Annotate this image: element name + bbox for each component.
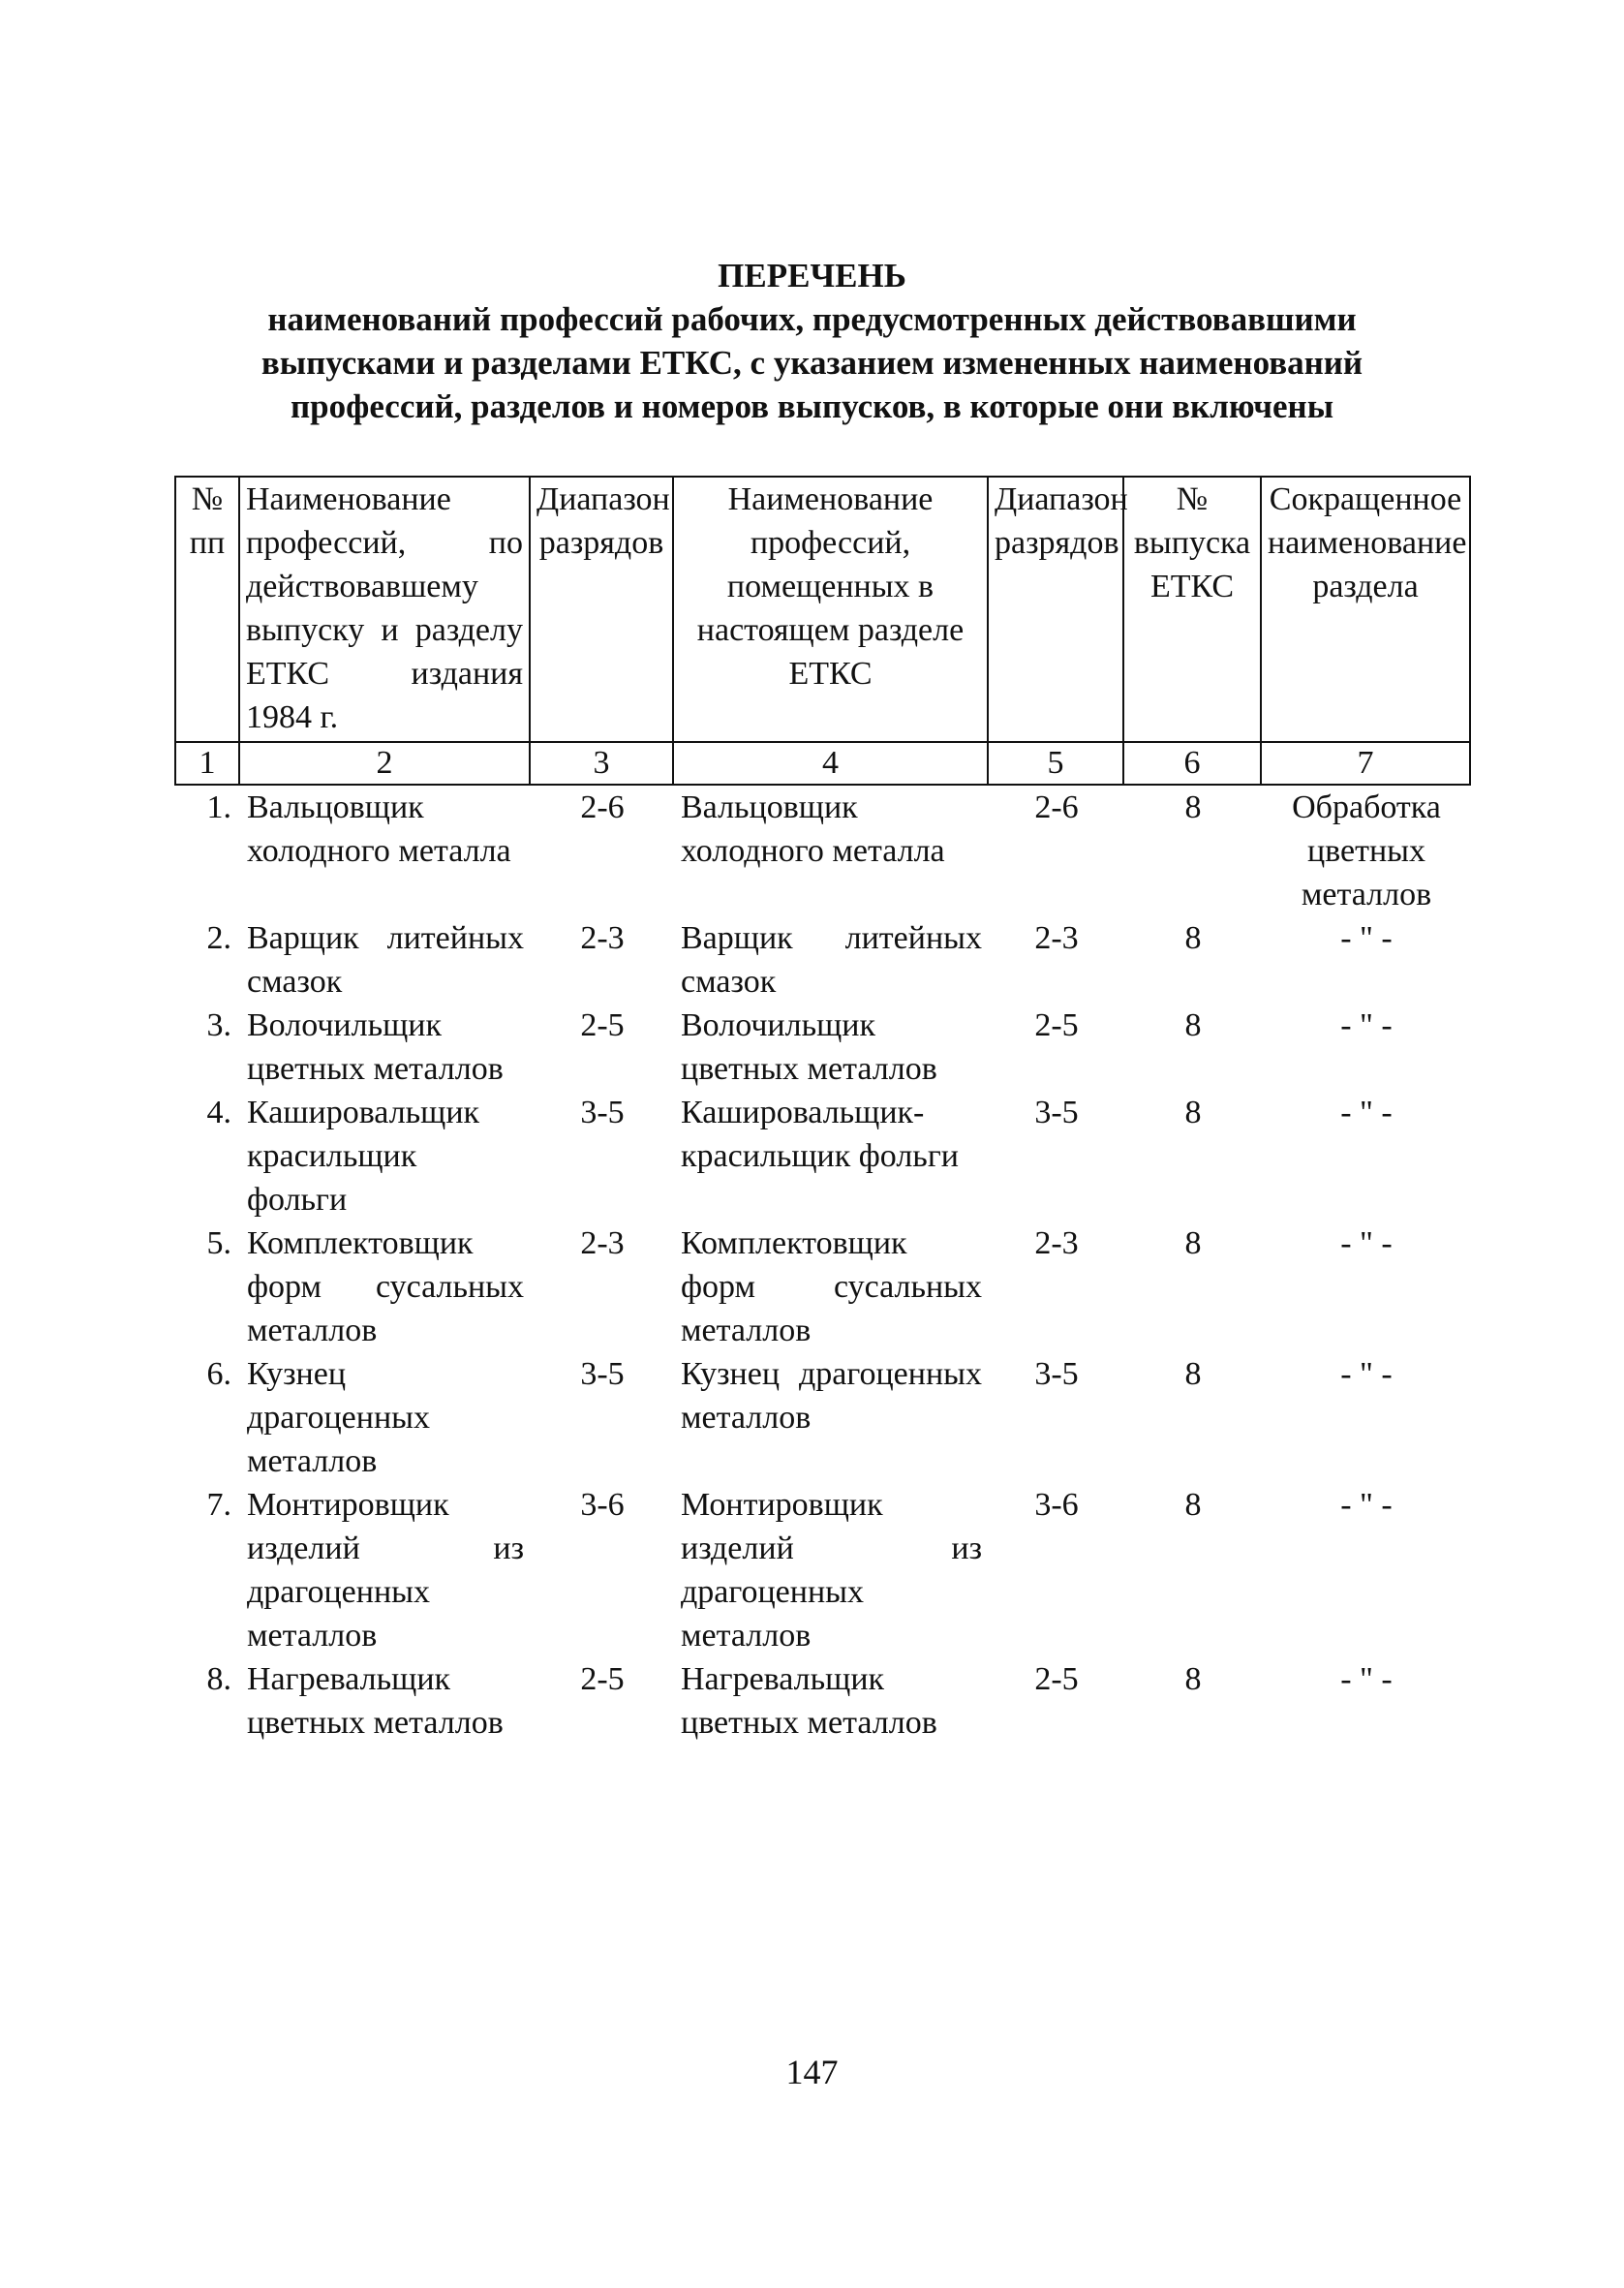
new-grade-range: 2-5 [1034,1661,1079,1697]
old-grade-range: 3-5 [580,1095,625,1130]
section-name: - " - [1340,1356,1393,1392]
row-number: 6. [206,1356,231,1392]
new-grade-range: 2-3 [1034,920,1079,956]
row-number: 7. [206,1487,231,1523]
new-profession-name: Монтировщик изделий из драгоценных металлов [681,1487,982,1654]
column-number-row [175,742,1470,785]
row-number: 1. [206,789,231,825]
issue-number: 8 [1184,920,1202,956]
new-grade-range: 2-5 [1034,1007,1079,1043]
new-profession-name: Волочильщик цветных металлов [681,1007,937,1087]
new-profession-name: Вальцовщик холодного металла [681,789,945,869]
old-profession-name: Монтировщик изделий из драгоценных металлов [247,1487,524,1654]
header-old-range: Диапазон разрядов [530,477,673,742]
table-row [175,1657,1470,1745]
new-grade-range: 3-5 [1034,1356,1079,1392]
issue-number: 8 [1184,1095,1202,1130]
header-new-name: Наименование профессий, помещенных в настоящем разделе ЕТКС [673,477,988,742]
old-grade-range: 2-5 [580,1661,625,1697]
issue-number: 8 [1184,1487,1202,1523]
section-name: - " - [1340,1095,1393,1130]
issue-number: 8 [1184,1225,1202,1261]
row-number: 4. [206,1095,231,1130]
column-number: 7 [1261,742,1470,785]
old-profession-name: Волочильщик цветных металлов [247,1007,504,1087]
section-name: - " - [1340,1225,1393,1261]
column-number: 5 [988,742,1123,785]
old-profession-name: Кашировальщик красильщик фольги [247,1095,480,1218]
old-grade-range: 3-5 [580,1356,625,1392]
new-profession-name: Кузнец драгоценных металлов [681,1356,982,1436]
title-line-3: выпусками и разделами ЕТКС, с указанием измененных наименований [260,344,1364,382]
new-grade-range: 2-6 [1034,789,1079,825]
old-grade-range: 2-3 [580,1225,625,1261]
section-name: - " - [1340,1661,1393,1697]
row-number: 5. [206,1225,231,1261]
new-profession-name: Комплектовщик форм сусальных металлов [681,1225,982,1348]
header-number: № пп [175,477,239,742]
old-profession-name: Кузнец драгоценных металлов [247,1356,431,1479]
new-grade-range: 3-6 [1034,1487,1079,1523]
old-profession-name: Нагревальщик цветных металлов [247,1661,504,1741]
old-profession-name: Комплектовщик форм сусальных металлов [247,1225,524,1348]
professions-table [174,476,1471,1745]
table-row [175,1483,1470,1657]
section-name: - " - [1340,1007,1393,1043]
header-issue: № выпуска ЕТКС [1123,477,1261,742]
row-number: 8. [206,1661,231,1697]
column-number: 2 [239,742,530,785]
section-name: Обработка цветных металлов [1292,789,1441,912]
old-grade-range: 2-3 [580,920,625,956]
table-row [175,1004,1470,1091]
old-profession-name: Вальцовщик холодного металла [247,789,511,869]
page-number: 147 [785,2053,839,2091]
document-title [145,254,1479,428]
issue-number: 8 [1184,789,1202,825]
issue-number: 8 [1184,1007,1202,1043]
header-section: Сокращенное наименование раздела [1261,477,1470,742]
old-grade-range: 3-6 [580,1487,625,1523]
old-grade-range: 2-6 [580,789,625,825]
old-profession-name: Варщик литейных смазок [247,920,524,1000]
new-profession-name: Кашировальщик-красильщик фольги [681,1095,959,1174]
old-grade-range: 2-5 [580,1007,625,1043]
table-row [175,1091,1470,1221]
column-number: 4 [673,742,988,785]
new-profession-name: Варщик литейных смазок [681,920,982,1000]
header-old-name: Наименование профессий, по действовавшему выпуску и разделу ЕТКС издания 1984 г. [239,477,530,742]
new-grade-range: 3-5 [1034,1095,1079,1130]
section-name: - " - [1340,920,1393,956]
new-profession-name: Нагревальщик цветных металлов [681,1661,937,1741]
table-row [175,1352,1470,1483]
row-number: 3. [206,1007,231,1043]
title-line-2: наименований профессий рабочих, предусмотренных действовавшими [267,300,1357,338]
title-line-1: ПЕРЕЧЕНЬ [718,257,906,294]
table-row [175,785,1470,916]
issue-number: 8 [1184,1661,1202,1697]
header-new-range: Диапазон разрядов [988,477,1123,742]
column-number: 3 [530,742,673,785]
issue-number: 8 [1184,1356,1202,1392]
new-grade-range: 2-3 [1034,1225,1079,1261]
section-name: - " - [1340,1487,1393,1523]
title-line-4: профессий, разделов и номеров выпусков, в которые они включены [290,387,1334,425]
table-row [175,1221,1470,1352]
row-number: 2. [206,920,231,956]
header-row [175,477,1470,742]
table-row [175,916,1470,1004]
column-number: 1 [175,742,239,785]
column-number: 6 [1123,742,1261,785]
